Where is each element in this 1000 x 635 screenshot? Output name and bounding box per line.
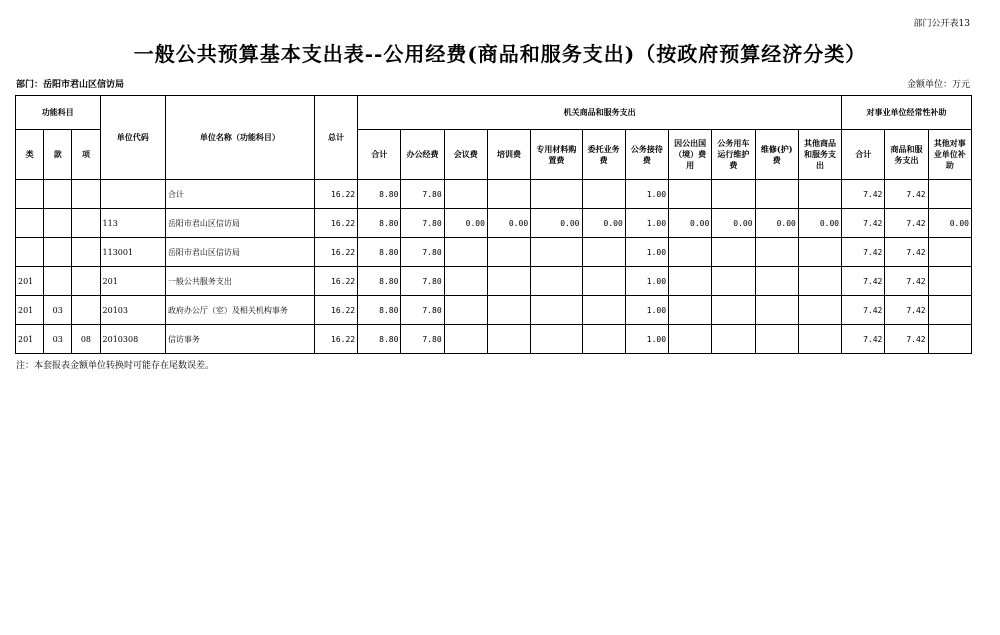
agency-cell: 8.80 [358,209,401,238]
subsidy-cell: 7.42 [885,325,928,354]
agency-column-header: 委托业务费 [582,130,625,180]
agency-cell [712,296,755,325]
function-subject-header: 功能科目 [16,96,101,130]
total-cell: 16.22 [314,296,357,325]
subsidy-cell: 0.00 [928,209,971,238]
xiang-cell [72,180,100,209]
agency-column-header: 专用材料购置费 [531,130,582,180]
agency-column-header: 维修(护)费 [755,130,798,180]
agency-cell: 7.80 [401,267,444,296]
subsidy-cell: 7.42 [842,209,885,238]
unit-name-cell: 政府办公厅（室）及相关机构事务 [165,296,314,325]
agency-cell [712,180,755,209]
unit-code-cell: 201 [100,267,165,296]
table-row [16,296,972,325]
table-row [16,180,972,209]
table-row [16,209,972,238]
subsidy-cell [928,238,971,267]
agency-cell: 7.80 [401,209,444,238]
agency-cell [531,325,582,354]
xiang-cell: 08 [72,325,100,354]
agency-cell [798,267,841,296]
table-row [16,267,972,296]
subsidy-column-header: 其他对事业单位补助 [928,130,971,180]
agency-cell [755,325,798,354]
xiang-cell [72,267,100,296]
agency-column-header: 其他商品和服务支出 [798,130,841,180]
agency-cell [755,180,798,209]
agency-cell: 8.80 [358,180,401,209]
table-body [16,180,972,354]
xiang-header: 项 [72,130,100,180]
agency-cell [487,238,530,267]
agency-cell [487,296,530,325]
subsidy-cell: 7.42 [885,180,928,209]
total-cell: 16.22 [314,267,357,296]
agency-column-header: 因公出国（境）费用 [669,130,712,180]
unit-name-cell: 岳阳市君山区信访局 [165,238,314,267]
agency-cell [531,238,582,267]
kuan-cell [44,267,72,296]
department-label: 部门：岳阳市君山区信访局 [16,80,125,90]
agency-cell [531,267,582,296]
agency-cell [444,325,487,354]
agency-cell: 7.80 [401,238,444,267]
agency-cell [582,296,625,325]
agency-cell [755,238,798,267]
unit-code-cell [100,180,165,209]
lei-cell: 201 [16,296,44,325]
agency-cell: 8.80 [358,296,401,325]
unit-code-cell: 20103 [100,296,165,325]
subsidy-cell: 7.42 [885,267,928,296]
kuan-cell [44,209,72,238]
agency-cell [712,267,755,296]
table-row [16,325,972,354]
agency-cell: 0.00 [444,209,487,238]
xiang-cell [72,296,100,325]
agency-column-header: 公务接待费 [625,130,668,180]
unit-code-header: 单位代码 [100,96,165,180]
lei-cell: 201 [16,267,44,296]
agency-cell: 0.00 [582,209,625,238]
footnote: 注：本套报表金额单位转换时可能存在尾数误差。 [16,361,215,371]
kuan-cell: 03 [44,296,72,325]
agency-cell [669,267,712,296]
lei-cell [16,180,44,209]
agency-cell: 0.00 [531,209,582,238]
agency-cell: 7.80 [401,180,444,209]
agency-cell [582,267,625,296]
agency-column-header: 培训费 [487,130,530,180]
unit-code-cell: 113001 [100,238,165,267]
agency-cell [798,296,841,325]
subsidy-cell: 7.42 [885,296,928,325]
subsidy-column-header: 合计 [842,130,885,180]
agency-cell [444,296,487,325]
table-row [16,238,972,267]
agency-cell [582,238,625,267]
lei-cell [16,209,44,238]
subsidy-cell: 7.42 [842,267,885,296]
page-title: 一般公共预算基本支出表--公用经费(商品和服务支出)（按政府预算经济分类） [133,42,867,66]
agency-column-header: 合计 [358,130,401,180]
xiang-cell [72,209,100,238]
unit-name-header: 单位名称（功能科目） [165,96,314,180]
agency-column-header: 办公经费 [401,130,444,180]
agency-cell: 1.00 [625,180,668,209]
agency-cell [712,325,755,354]
agency-cell [444,238,487,267]
agency-cell: 1.00 [625,209,668,238]
xiang-cell [72,238,100,267]
subsidy-cell [928,325,971,354]
agency-cell [755,267,798,296]
agency-cell: 1.00 [625,238,668,267]
lei-cell: 201 [16,325,44,354]
agency-cell: 1.00 [625,296,668,325]
subsidy-cell: 7.42 [885,209,928,238]
agency-cell [755,296,798,325]
agency-cell [669,180,712,209]
agency-cell [444,180,487,209]
agency-cell [798,180,841,209]
subsidy-cell [928,180,971,209]
agency-cell [444,267,487,296]
agency-cell: 7.80 [401,325,444,354]
subsidy-cell [928,296,971,325]
kuan-header: 款 [44,130,72,180]
agency-cell [582,325,625,354]
currency-unit-label: 金额单位：万元 [906,80,970,90]
agency-cell: 8.80 [358,325,401,354]
agency-column-header: 会议费 [444,130,487,180]
agency-cell [487,325,530,354]
subsidy-cell: 7.42 [842,238,885,267]
subsidy-column-header: 商品和服务支出 [885,130,928,180]
agency-cell [712,238,755,267]
kuan-cell [44,180,72,209]
lei-cell [16,238,44,267]
subsidy-cell: 7.42 [842,296,885,325]
unit-name-cell: 一般公共服务支出 [165,267,314,296]
agency-cell [669,296,712,325]
total-cell: 16.22 [314,180,357,209]
agency-cell: 7.80 [401,296,444,325]
total-header: 总计 [314,96,357,180]
report-number-label: 部门公开表13 [913,19,970,29]
agency-goods-services-header: 机关商品和服务支出 [358,96,842,130]
subsidy-cell: 7.42 [842,180,885,209]
total-cell: 16.22 [314,325,357,354]
agency-cell: 0.00 [798,209,841,238]
agency-cell: 8.80 [358,238,401,267]
agency-cell: 0.00 [755,209,798,238]
unit-name-cell: 岳阳市君山区信访局 [165,209,314,238]
lei-header: 类 [16,130,44,180]
total-cell: 16.22 [314,238,357,267]
unit-name-cell: 合计 [165,180,314,209]
agency-cell: 0.00 [712,209,755,238]
subsidy-header: 对事业单位经常性补助 [842,96,972,130]
kuan-cell [44,238,72,267]
agency-cell [798,325,841,354]
unit-code-cell: 113 [100,209,165,238]
subsidy-cell [928,267,971,296]
agency-cell [669,325,712,354]
subsidy-cell: 7.42 [842,325,885,354]
total-cell: 16.22 [314,209,357,238]
agency-cell: 0.00 [487,209,530,238]
subsidy-cell: 7.42 [885,238,928,267]
agency-cell: 8.80 [358,267,401,296]
agency-cell: 1.00 [625,267,668,296]
agency-cell [669,238,712,267]
agency-cell [531,296,582,325]
agency-column-header: 公务用车运行维护费 [712,130,755,180]
unit-name-cell: 信访事务 [165,325,314,354]
kuan-cell: 03 [44,325,72,354]
expenditure-table [15,95,972,354]
agency-cell [487,180,530,209]
agency-cell [487,267,530,296]
unit-code-cell: 2010308 [100,325,165,354]
agency-cell: 1.00 [625,325,668,354]
agency-cell [798,238,841,267]
agency-cell: 0.00 [669,209,712,238]
agency-cell [582,180,625,209]
agency-cell [531,180,582,209]
